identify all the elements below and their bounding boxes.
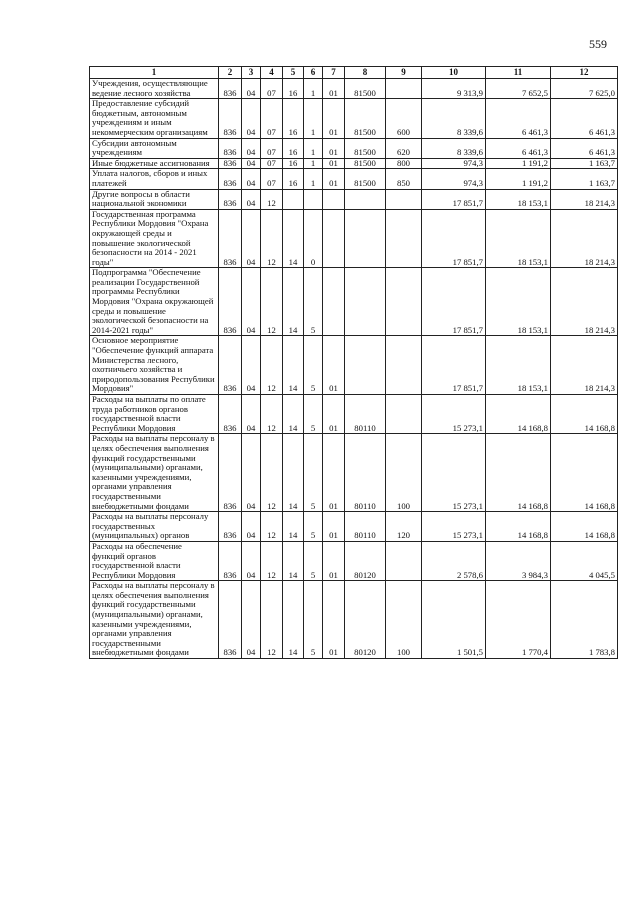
amount-year-3: 18 214,3 (551, 268, 618, 336)
kbk-activity: 01 (323, 158, 345, 169)
kbk-subsection: 12 (261, 336, 283, 395)
column-header: 4 (261, 67, 283, 79)
amount-year-3: 18 214,3 (551, 336, 618, 395)
kbk-subprogram: 5 (304, 395, 323, 434)
amount-year-1: 8 339,6 (422, 138, 486, 158)
row-name: Расходы на выплаты персоналу в целях обеспечения выполнения функций государственными (муниципальными) органами, казенными учреждениями, органами управления государственными внебюджетными фондами (90, 581, 219, 659)
kbk-direction: 80120 (345, 541, 386, 580)
amount-year-3: 18 214,3 (551, 209, 618, 268)
amount-year-2: 6 461,3 (486, 99, 551, 138)
amount-year-1: 15 273,1 (422, 512, 486, 542)
amount-year-2: 18 153,1 (486, 189, 551, 209)
kbk-section: 04 (242, 138, 261, 158)
kbk-direction (345, 268, 386, 336)
amount-year-1: 8 339,6 (422, 99, 486, 138)
amount-year-2: 1 770,4 (486, 581, 551, 659)
kbk-direction: 81500 (345, 169, 386, 189)
kbk-subprogram: 1 (304, 158, 323, 169)
kbk-ministry: 836 (219, 434, 242, 512)
kbk-program: 16 (283, 138, 304, 158)
amount-year-3: 6 461,3 (551, 138, 618, 158)
kbk-program: 14 (283, 512, 304, 542)
kbk-expense-type (386, 395, 422, 434)
kbk-program: 14 (283, 336, 304, 395)
kbk-activity: 01 (323, 336, 345, 395)
table-row (90, 581, 618, 659)
row-name: Расходы на обеспечение функций органов государственной власти Республики Мордовия (90, 541, 219, 580)
column-header: 5 (283, 67, 304, 79)
kbk-expense-type: 600 (386, 99, 422, 138)
kbk-section: 04 (242, 79, 261, 99)
kbk-program: 14 (283, 268, 304, 336)
table-row (90, 395, 618, 434)
kbk-subprogram: 1 (304, 99, 323, 138)
amount-year-2: 18 153,1 (486, 268, 551, 336)
kbk-subsection: 12 (261, 541, 283, 580)
kbk-subsection: 07 (261, 169, 283, 189)
table-row (90, 434, 618, 512)
kbk-direction (345, 189, 386, 209)
row-name: Учреждения, осуществляющие ведение лесного хозяйства (90, 79, 219, 99)
amount-year-3: 4 045,5 (551, 541, 618, 580)
table-row (90, 268, 618, 336)
kbk-program: 14 (283, 395, 304, 434)
kbk-subsection: 12 (261, 189, 283, 209)
amount-year-1: 17 851,7 (422, 209, 486, 268)
row-name: Расходы на выплаты персоналу государственных (муниципальных) органов (90, 512, 219, 542)
amount-year-2: 14 168,8 (486, 434, 551, 512)
kbk-program: 16 (283, 79, 304, 99)
column-header: 9 (386, 67, 422, 79)
table-row (90, 158, 618, 169)
amount-year-1: 2 578,6 (422, 541, 486, 580)
kbk-expense-type (386, 79, 422, 99)
kbk-direction: 81500 (345, 79, 386, 99)
kbk-ministry: 836 (219, 541, 242, 580)
amount-year-1: 17 851,7 (422, 189, 486, 209)
kbk-section: 04 (242, 169, 261, 189)
amount-year-1: 1 501,5 (422, 581, 486, 659)
kbk-subsection: 12 (261, 268, 283, 336)
kbk-direction (345, 209, 386, 268)
kbk-ministry: 836 (219, 99, 242, 138)
amount-year-3: 18 214,3 (551, 189, 618, 209)
table-row (90, 189, 618, 209)
row-name: Государственная программа Республики Мордовия "Охрана окружающей среды и повышение экологической безопасности на 2014 - 2021 годы" (90, 209, 219, 268)
kbk-ministry: 836 (219, 189, 242, 209)
kbk-ministry: 836 (219, 268, 242, 336)
table-body (90, 79, 618, 659)
kbk-activity: 01 (323, 79, 345, 99)
amount-year-2: 14 168,8 (486, 512, 551, 542)
kbk-ministry: 836 (219, 209, 242, 268)
kbk-expense-type: 100 (386, 434, 422, 512)
kbk-ministry: 836 (219, 581, 242, 659)
kbk-section: 04 (242, 581, 261, 659)
kbk-expense-type: 100 (386, 581, 422, 659)
kbk-program: 14 (283, 434, 304, 512)
column-header: 1 (90, 67, 219, 79)
table-row (90, 99, 618, 138)
kbk-section: 04 (242, 99, 261, 138)
kbk-activity: 01 (323, 169, 345, 189)
table-row (90, 336, 618, 395)
table-row (90, 512, 618, 542)
kbk-direction: 80110 (345, 395, 386, 434)
kbk-expense-type (386, 541, 422, 580)
kbk-subprogram: 5 (304, 434, 323, 512)
table-row (90, 79, 618, 99)
kbk-subsection: 12 (261, 209, 283, 268)
kbk-ministry: 836 (219, 336, 242, 395)
kbk-direction: 81500 (345, 99, 386, 138)
kbk-section: 04 (242, 189, 261, 209)
row-name: Расходы на выплаты персоналу в целях обеспечения выполнения функций государственными (муниципальными) органами, казенными учреждениями, органами управления государственными внебюджетными фондами (90, 434, 219, 512)
kbk-activity: 01 (323, 138, 345, 158)
table-row (90, 209, 618, 268)
column-header: 6 (304, 67, 323, 79)
kbk-subprogram: 5 (304, 541, 323, 580)
kbk-section: 04 (242, 268, 261, 336)
column-header: 3 (242, 67, 261, 79)
kbk-expense-type: 120 (386, 512, 422, 542)
kbk-subsection: 07 (261, 138, 283, 158)
kbk-subprogram (304, 189, 323, 209)
kbk-subsection: 12 (261, 395, 283, 434)
amount-year-2: 1 191,2 (486, 158, 551, 169)
kbk-subprogram: 5 (304, 581, 323, 659)
kbk-activity: 01 (323, 541, 345, 580)
kbk-subsection: 07 (261, 158, 283, 169)
kbk-section: 04 (242, 158, 261, 169)
amount-year-1: 974,3 (422, 169, 486, 189)
kbk-section: 04 (242, 336, 261, 395)
row-name: Иные бюджетные ассигнования (90, 158, 219, 169)
amount-year-2: 14 168,8 (486, 395, 551, 434)
row-name: Уплата налогов, сборов и иных платежей (90, 169, 219, 189)
kbk-direction: 81500 (345, 158, 386, 169)
kbk-subsection: 07 (261, 99, 283, 138)
kbk-subprogram: 1 (304, 138, 323, 158)
kbk-activity (323, 209, 345, 268)
amount-year-1: 9 313,9 (422, 79, 486, 99)
kbk-activity: 01 (323, 581, 345, 659)
kbk-subprogram: 1 (304, 169, 323, 189)
amount-year-3: 14 168,8 (551, 434, 618, 512)
kbk-program: 16 (283, 158, 304, 169)
kbk-ministry: 836 (219, 158, 242, 169)
kbk-expense-type (386, 209, 422, 268)
kbk-activity: 01 (323, 434, 345, 512)
amount-year-2: 1 191,2 (486, 169, 551, 189)
amount-year-2: 18 153,1 (486, 209, 551, 268)
amount-year-3: 7 625,0 (551, 79, 618, 99)
kbk-program: 14 (283, 209, 304, 268)
kbk-direction (345, 336, 386, 395)
kbk-expense-type (386, 189, 422, 209)
amount-year-1: 15 273,1 (422, 395, 486, 434)
column-header: 11 (486, 67, 551, 79)
kbk-section: 04 (242, 512, 261, 542)
column-header: 8 (345, 67, 386, 79)
kbk-direction: 80110 (345, 434, 386, 512)
kbk-subsection: 07 (261, 79, 283, 99)
page-number: 559 (589, 37, 607, 51)
table-row (90, 138, 618, 158)
kbk-direction: 81500 (345, 138, 386, 158)
kbk-ministry: 836 (219, 79, 242, 99)
row-name: Подпрограмма "Обеспечение реализации Государственной программы Республики Мордовия "Охрана окружающей среды и повышение экологической безопасности на 2014-2021 годы" (90, 268, 219, 336)
column-header: 12 (551, 67, 618, 79)
kbk-direction: 80110 (345, 512, 386, 542)
kbk-expense-type (386, 268, 422, 336)
amount-year-2: 6 461,3 (486, 138, 551, 158)
kbk-program: 16 (283, 169, 304, 189)
row-name: Другие вопросы в области национальной экономики (90, 189, 219, 209)
amount-year-1: 17 851,7 (422, 268, 486, 336)
amount-year-1: 974,3 (422, 158, 486, 169)
kbk-activity: 01 (323, 512, 345, 542)
header-row (90, 67, 618, 79)
kbk-ministry: 836 (219, 138, 242, 158)
amount-year-3: 6 461,3 (551, 99, 618, 138)
kbk-subprogram: 1 (304, 79, 323, 99)
kbk-expense-type (386, 336, 422, 395)
kbk-subprogram: 0 (304, 209, 323, 268)
kbk-subprogram: 5 (304, 268, 323, 336)
column-header: 7 (323, 67, 345, 79)
amount-year-1: 17 851,7 (422, 336, 486, 395)
budget-table (89, 66, 618, 659)
kbk-activity: 01 (323, 395, 345, 434)
kbk-activity: 01 (323, 99, 345, 138)
row-name: Предоставление субсидий бюджетным, автономным учреждениям и иным некоммерческим организациям (90, 99, 219, 138)
kbk-program: 16 (283, 99, 304, 138)
amount-year-3: 14 168,8 (551, 512, 618, 542)
kbk-program: 14 (283, 581, 304, 659)
kbk-ministry: 836 (219, 395, 242, 434)
amount-year-3: 1 783,8 (551, 581, 618, 659)
amount-year-1: 15 273,1 (422, 434, 486, 512)
kbk-ministry: 836 (219, 169, 242, 189)
kbk-subsection: 12 (261, 434, 283, 512)
kbk-expense-type: 620 (386, 138, 422, 158)
column-header: 10 (422, 67, 486, 79)
kbk-expense-type: 850 (386, 169, 422, 189)
kbk-section: 04 (242, 541, 261, 580)
kbk-program (283, 189, 304, 209)
row-name: Основное мероприятие "Обеспечение функций аппарата Министерства лесного, охотничьего хозяйства и природопользования Республики Мордовия" (90, 336, 219, 395)
kbk-subprogram: 5 (304, 336, 323, 395)
column-header: 2 (219, 67, 242, 79)
amount-year-2: 7 652,5 (486, 79, 551, 99)
kbk-activity (323, 189, 345, 209)
row-name: Расходы на выплаты по оплате труда работников органов государственной власти Республики Мордовия (90, 395, 219, 434)
amount-year-2: 18 153,1 (486, 336, 551, 395)
kbk-expense-type: 800 (386, 158, 422, 169)
table-row (90, 169, 618, 189)
amount-year-2: 3 984,3 (486, 541, 551, 580)
kbk-subsection: 12 (261, 512, 283, 542)
kbk-direction: 80120 (345, 581, 386, 659)
kbk-subprogram: 5 (304, 512, 323, 542)
kbk-section: 04 (242, 395, 261, 434)
kbk-subsection: 12 (261, 581, 283, 659)
row-name: Субсидии автономным учреждениям (90, 138, 219, 158)
table-row (90, 541, 618, 580)
kbk-activity (323, 268, 345, 336)
kbk-ministry: 836 (219, 512, 242, 542)
kbk-section: 04 (242, 209, 261, 268)
kbk-section: 04 (242, 434, 261, 512)
amount-year-3: 14 168,8 (551, 395, 618, 434)
kbk-program: 14 (283, 541, 304, 580)
amount-year-3: 1 163,7 (551, 158, 618, 169)
amount-year-3: 1 163,7 (551, 169, 618, 189)
